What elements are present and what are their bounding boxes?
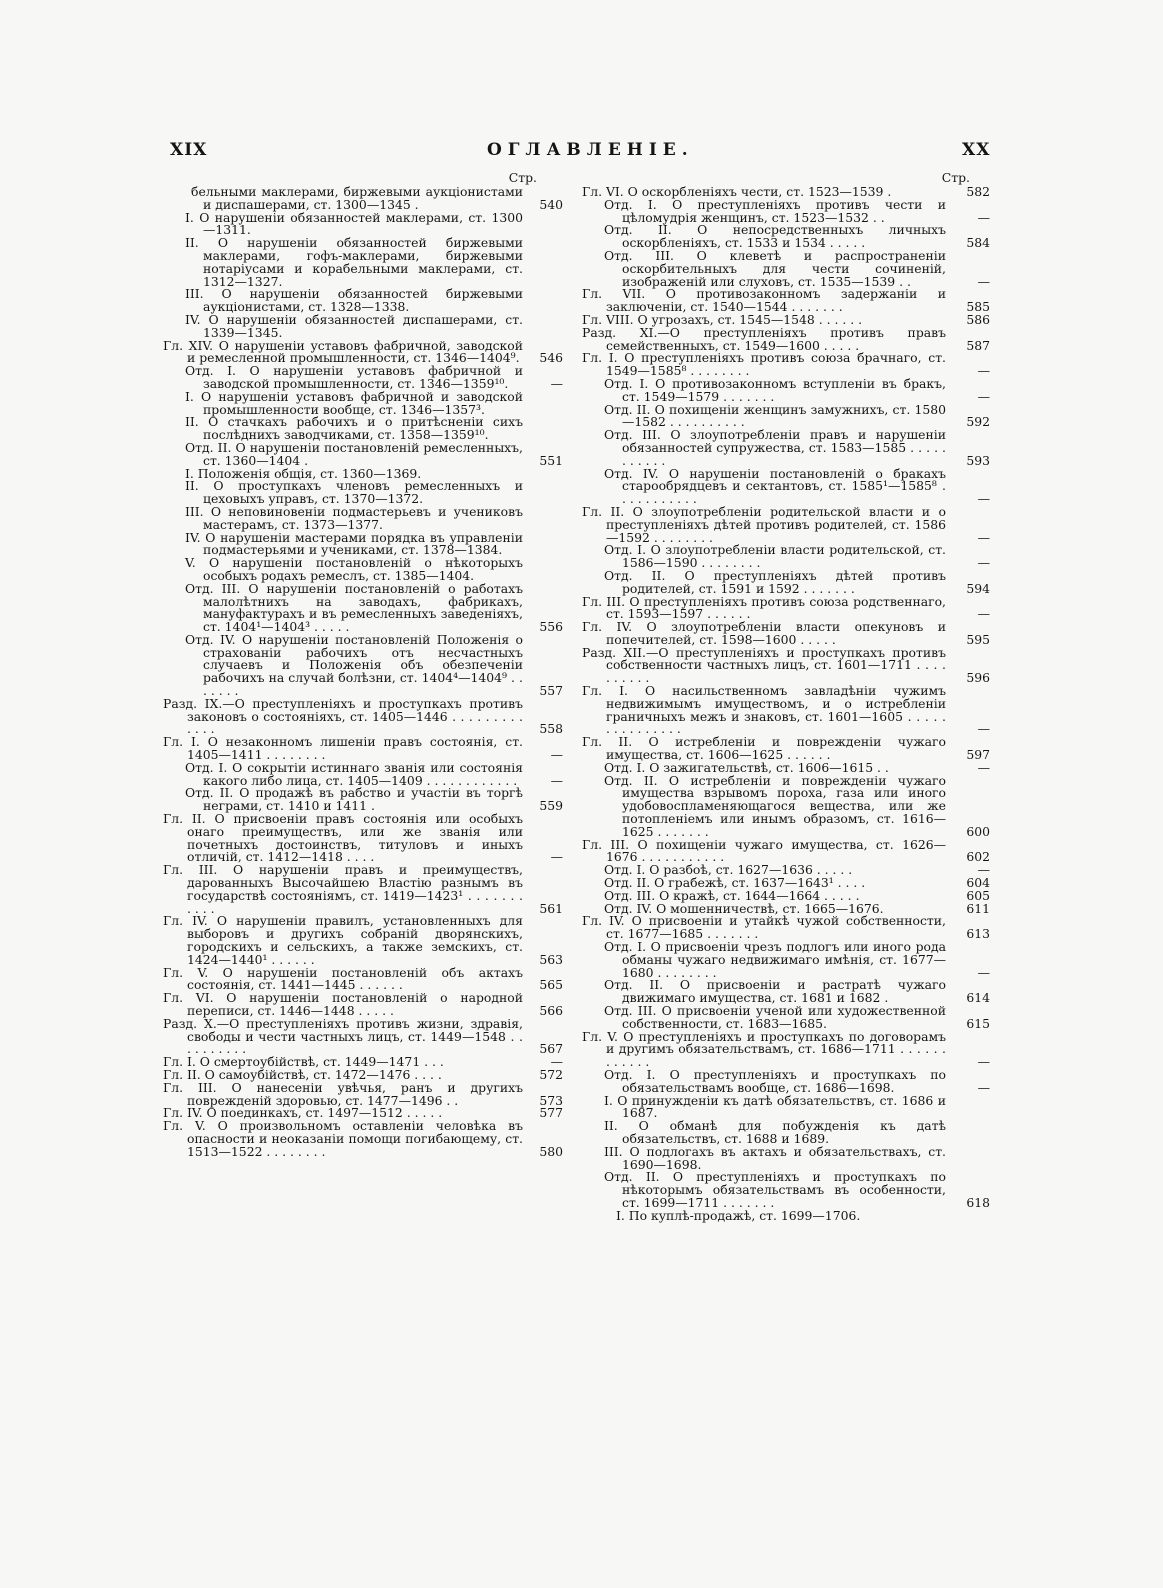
toc-entries-left bbox=[163, 186, 563, 1159]
toc-entry-page: — bbox=[550, 849, 563, 865]
toc-entry-page: 605 bbox=[966, 887, 990, 903]
toc-entry bbox=[163, 439, 563, 468]
toc-entry-page: 567 bbox=[539, 1041, 563, 1057]
toc-entry-page: 584 bbox=[966, 235, 990, 251]
toc-entry-text: Гл. II. О самоубійствѣ, ст. 1472—1476 . . . . bbox=[163, 1066, 442, 1082]
toc-entry-page: — bbox=[550, 747, 563, 763]
toc-entry-text: Разд. XI.—О преступленіяхъ противъ правъ семейственныхъ, ст. 1549—1600 . . . . . bbox=[582, 324, 946, 353]
toc-entry bbox=[163, 237, 563, 288]
toc-entry bbox=[582, 567, 990, 596]
toc-entry-text: Гл. I. О смертоубійствѣ, ст. 1449—1471 . . . bbox=[163, 1054, 444, 1070]
toc-entry-text: Разд. X.—О преступленіяхъ противъ жизни, здравія, свободы и чести частныхъ лицъ, ст. 1449—1548 . . . . . . . . . . bbox=[163, 1015, 523, 1057]
toc-entry bbox=[163, 695, 563, 737]
toc-entry-text: Гл. II. О злоупотребленіи родительской власти и о преступленіяхъ дѣтей противъ родителей, ст. 1586—1592 . . . . . . . . bbox=[582, 503, 946, 545]
toc-entry-page: 602 bbox=[966, 849, 990, 865]
toc-entry bbox=[582, 429, 990, 467]
toc-entry-text: Гл. V. О преступленіяхъ и проступкахъ по договорамъ и другимъ обязательствамъ, ст. 1686—1711 . . . . . . . . . . . . bbox=[582, 1028, 946, 1070]
toc-entry bbox=[582, 621, 990, 647]
toc-entry bbox=[582, 375, 990, 404]
toc-entry-text: Гл. IV. О нарушеніи правилъ, установленныхъ для выборовъ и другихъ собраній дворянскихъ, городскихъ и сельскихъ, а также земскихъ, ст. 1424—1440¹ . . . . . . bbox=[163, 913, 523, 967]
toc-entry-text: Отд. I. О преступленіяхъ противъ чести и цѣломудрія женщинъ, ст. 1523—1532 . . bbox=[604, 196, 946, 225]
page-title: ОГЛАВЛЕНІЕ. bbox=[487, 140, 694, 160]
toc-entry-text: Гл. V. О нарушеніи постановленій объ актахъ состоянія, ст. 1441—1445 . . . . . . bbox=[163, 964, 523, 993]
toc-entry bbox=[163, 992, 563, 1018]
toc-entry-text: Отд. IV. О нарушеніи постановленій Положенія о страхованіи рабочихъ отъ несчастныхъ случаевъ и Положенія объ обезпеченіи рабочихъ на случай болѣзни, ст. 1404⁴—1404⁹ . . . . . . . bbox=[185, 631, 523, 699]
toc-entry bbox=[163, 557, 563, 583]
toc-entry-page: 572 bbox=[539, 1066, 563, 1082]
toc-entry bbox=[582, 544, 990, 570]
toc-entry-text: Гл. VI. О оскорбленіяхъ чести, ст. 1523—1539 . bbox=[582, 184, 892, 199]
toc-entry-text: Гл. IV. О поединкахъ, ст. 1497—1512 . . . . . bbox=[163, 1105, 443, 1121]
toc-entry-text: Отд. III. О клеветѣ и распространеніи оскорбительныхъ для чести сочиненій, изображеній или слуховъ, ст. 1535—1539 . . bbox=[604, 247, 946, 289]
toc-entry-page: 577 bbox=[539, 1105, 563, 1121]
toc-entry-text: IV. О нарушеніи мастерами порядка въ управленіи подмастерьями и учениками, ст. 1378—1384. bbox=[185, 529, 523, 558]
toc-entry-page: — bbox=[977, 529, 990, 545]
toc-entry-text: Гл. I. О преступленіяхъ противъ союза брачнаго, ст. 1549—1585⁸ . . . . . . . . bbox=[582, 350, 946, 379]
toc-entry-text: Гл. II. О присвоеніи правъ состоянія или особыхъ онаго преимуществъ, или же званія или почетныхъ достоинствъ, титуловъ и иныхъ отличій, ст. 1412—1418 . . . . bbox=[163, 811, 523, 865]
toc-entry bbox=[582, 1066, 990, 1095]
toc-entry bbox=[163, 736, 563, 762]
toc-entry-text: Отд. I. О преступленіяхъ и проступкахъ по обязательствамъ вообще, ст. 1686—1698. bbox=[604, 1066, 946, 1095]
toc-entry bbox=[582, 1143, 990, 1172]
toc-entry-page: — bbox=[977, 491, 990, 507]
toc-entry-text: I. Положенія общія, ст. 1360—1369. bbox=[185, 465, 422, 481]
toc-entry-page: 566 bbox=[539, 1003, 563, 1018]
toc-entry-page: — bbox=[977, 363, 990, 379]
toc-entry-page: 615 bbox=[966, 1015, 990, 1031]
toc-entry-text: Гл. III. О преступленіяхъ противъ союза родственнаго, ст. 1593—1597 . . . . . . bbox=[582, 593, 946, 622]
toc-entry-page: — bbox=[550, 772, 563, 788]
toc-entry-text: Гл. VIII. О угрозахъ, ст. 1545—1548 . . . . . . bbox=[582, 311, 863, 327]
toc-entry-page: 582 bbox=[966, 184, 990, 199]
toc-entry-text: Отд. I. О зажигательствѣ, ст. 1606—1615 . . bbox=[604, 759, 889, 775]
toc-entry-text: Отд. IV. О нарушеніи постановленій о бракахъ старообрядцевъ и сектантовъ, ст. 1585¹—1585⁸ . . . . . . . . . . . bbox=[604, 465, 946, 507]
toc-entry-text: Отд. II. О грабежѣ, ст. 1637—1643¹ . . . . bbox=[604, 875, 866, 891]
toc-entry bbox=[582, 979, 990, 1005]
toc-entry-page: 600 bbox=[966, 823, 990, 839]
toc-entry-text: Гл. VII. О противозаконномъ задержаніи и заключеніи, ст. 1540—1544 . . . . . . . bbox=[582, 286, 946, 315]
toc-entry-page: 561 bbox=[539, 900, 563, 916]
toc-entry-page: 557 bbox=[539, 683, 563, 699]
toc-entry bbox=[582, 352, 990, 378]
toc-entry-page: — bbox=[977, 759, 990, 775]
toc-entry-page: 595 bbox=[966, 631, 990, 647]
toc-entry-text: Отд. II. О присвоеніи и растратѣ чужаго движимаго имущества, ст. 1681 и 1682 . bbox=[604, 977, 946, 1006]
toc-entry-page: — bbox=[550, 375, 563, 391]
toc-entry-page: 596 bbox=[966, 670, 990, 686]
toc-entry-page: — bbox=[977, 862, 990, 878]
left-column bbox=[163, 172, 563, 1159]
toc-entry-text: Разд. IX.—О преступленіяхъ и проступкахъ противъ законовъ о состояніяхъ, ст. 1405—1446 . . . . . . . . . . . . . bbox=[163, 695, 523, 737]
page-number-left: XIX bbox=[170, 140, 208, 160]
toc-entry-text: Гл. I. О незаконномъ лишеніи правъ состоянія, ст. 1405—1411 . . . . . . . . bbox=[163, 734, 523, 763]
toc-entry-page: 565 bbox=[539, 977, 563, 993]
toc-entry-text: Гл. V. О произвольномъ оставленіи человѣка въ опасности и неоказаніи помощи погибающему, ст. 1513—1522 . . . . . . . . bbox=[163, 1118, 523, 1159]
toc-entry bbox=[163, 388, 563, 417]
right-column bbox=[582, 172, 990, 1223]
toc-entry-text: Гл. III. О нарушеніи правъ и преимуществъ, дарованныхъ Высочайшею Властію разнымъ въ государствѣ состояніямъ, ст. 1419—1423¹ . . . . . . . . . . . bbox=[163, 862, 523, 916]
toc-entry-text: Отд. I. О сокрытіи истиннаго званія или состоянія какого либо лица, ст. 1405—1409 . . . . . . . . . . . . bbox=[185, 759, 523, 788]
toc-entry-page: 618 bbox=[966, 1194, 990, 1210]
toc-entry bbox=[582, 836, 990, 865]
toc-entry-page: 580 bbox=[539, 1143, 563, 1159]
toc-entry-text: Отд. IV. О мошенничествѣ, ст. 1665—1676. bbox=[604, 900, 884, 916]
toc-entry bbox=[582, 593, 990, 622]
toc-entry-text: Отд. I. О разбоѣ, ст. 1627—1636 . . . . . bbox=[604, 862, 853, 878]
toc-entry bbox=[582, 324, 990, 353]
toc-entry bbox=[582, 465, 990, 507]
toc-entry-text: Гл. III. О нанесеніи увѣчья, ранъ и другихъ поврежденій здоровью, ст. 1477—1496 . . bbox=[163, 1079, 523, 1108]
toc-entry-text: II. О проступкахъ членовъ ремесленныхъ и цеховыхъ управъ, ст. 1370—1372. bbox=[185, 478, 523, 507]
toc-entry-text: Отд. III. О нарушеніи постановленій о работахъ малолѣтнихъ на заводахъ, фабрикахъ, мануфактурахъ и въ ремесленныхъ заведеніяхъ, ст. 1404¹—1404³ . . . . . bbox=[185, 580, 523, 635]
toc-entry bbox=[582, 1028, 990, 1070]
toc-entry-page: — bbox=[977, 964, 990, 980]
toc-entry-page: 558 bbox=[539, 721, 563, 737]
toc-entry-text: Отд. II. О преступленіяхъ и проступкахъ по нѣкоторымъ обязательствамъ въ особенности, ст. 1699—1711 . . . . . . . bbox=[604, 1169, 946, 1210]
toc-entry-text: II. О стачкахъ рабочихъ и о притѣсненіи сихъ послѣднихъ заводчиками, ст. 1358—1359¹⁰. bbox=[185, 414, 523, 443]
toc-entry-page: — bbox=[977, 388, 990, 404]
toc-entry-text: III. О подлогахъ въ актахъ и обязательствахъ, ст. 1690—1698. bbox=[604, 1143, 946, 1172]
toc-entry bbox=[163, 787, 563, 813]
toc-entry bbox=[163, 416, 563, 442]
toc-entry-page: 546 bbox=[539, 350, 563, 366]
toc-entry-page: — bbox=[977, 606, 990, 622]
toc-entry-text: Гл. II. О истребленіи и поврежденіи чужаго имущества, ст. 1606—1625 . . . . . . bbox=[582, 734, 946, 763]
toc-entry bbox=[582, 1120, 990, 1146]
toc-entry-text: Отд. II. О похищеніи женщинъ замужнихъ, ст. 1580—1582 . . . . . . . . . . bbox=[604, 401, 946, 430]
toc-entry-text: Отд. I. О злоупотребленіи власти родительской, ст. 1586—1590 . . . . . . . . bbox=[604, 542, 946, 571]
toc-entry-page: 592 bbox=[966, 414, 990, 430]
toc-entry-text: Отд. II. О преступленіяхъ дѣтей противъ родителей, ст. 1591 и 1592 . . . . . . . bbox=[604, 567, 946, 596]
toc-entry bbox=[582, 772, 990, 839]
toc-entry bbox=[163, 209, 563, 238]
toc-entry-text: Отд. II. О непосредственныхъ личныхъ оскорбленіяхъ, ст. 1533 и 1534 . . . . . bbox=[604, 222, 946, 251]
toc-entry-page: 551 bbox=[539, 452, 563, 468]
toc-entry-text: Отд. III. О злоупотребленіи правъ и нарушеніи обязанностей супружества, ст. 1583—1585 . . . . . . . . . . . bbox=[604, 427, 946, 468]
toc-entry-text: Отд. II. О нарушеніи постановленій ремесленныхъ, ст. 1360—1404 . bbox=[185, 439, 523, 468]
toc-entry bbox=[163, 964, 563, 993]
toc-entry-text: III. О неповиновеніи подмастерьевъ и учениковъ мастерамъ, ст. 1373—1377. bbox=[185, 503, 523, 532]
toc-entry-page: 587 bbox=[966, 337, 990, 353]
toc-entry-text: Отд. I. О нарушеніи уставовъ фабричной и заводской промышленности, ст. 1346—1359¹⁰. bbox=[185, 363, 523, 391]
toc-entry bbox=[582, 644, 990, 686]
toc-entry-page: 556 bbox=[539, 619, 563, 635]
toc-entry bbox=[163, 480, 563, 506]
toc-entry-text: Гл. VI. О нарушеніи постановленій о народной переписи, ст. 1446—1448 . . . . . bbox=[163, 990, 523, 1018]
toc-entry bbox=[163, 311, 563, 340]
toc-entry bbox=[163, 503, 563, 532]
toc-entry bbox=[582, 736, 990, 762]
toc-entry bbox=[163, 337, 563, 366]
toc-entry bbox=[582, 941, 990, 979]
page-column-label: Стр. bbox=[508, 170, 537, 185]
toc-entry bbox=[582, 1092, 990, 1121]
toc-entry bbox=[163, 915, 563, 966]
toc-entry-page: 593 bbox=[966, 452, 990, 468]
toc-entry-page: — bbox=[977, 555, 990, 571]
toc-entry-page: — bbox=[977, 273, 990, 289]
toc-entry-text: Гл. IV. О присвоеніи и утайкѣ чужой собственности, ст. 1677—1685 . . . . . . . bbox=[582, 913, 946, 942]
toc-entry bbox=[163, 1120, 563, 1158]
toc-entry bbox=[163, 580, 563, 635]
toc-entry bbox=[582, 1207, 990, 1223]
toc-entry-page: 586 bbox=[966, 311, 990, 327]
toc-entry bbox=[163, 759, 563, 788]
toc-entry-text: I. О нарушеніи уставовъ фабричной и заводской промышленности вообще, ст. 1346—1357³. bbox=[185, 388, 523, 417]
toc-entry-page: — bbox=[550, 1054, 563, 1070]
toc-entry-page: 594 bbox=[966, 580, 990, 596]
toc-entry-text: Отд. II. О продажѣ въ рабство и участіи въ торгѣ неграми, ст. 1410 и 1411 . bbox=[185, 785, 523, 814]
toc-entry-page: 540 bbox=[539, 196, 563, 212]
toc-entry-text: IV. О нарушеніи обязанностей диспашерами, ст. 1339—1345. bbox=[185, 311, 523, 340]
toc-entry bbox=[163, 1015, 563, 1057]
toc-entry-text: II. О нарушеніи обязанностей биржевыми маклерами, гофъ-маклерами, биржевыми нотаріусами и корабельными маклерами, ст. 1312—1327. bbox=[185, 235, 523, 289]
toc-entry-page: — bbox=[977, 209, 990, 225]
toc-entry bbox=[163, 529, 563, 558]
toc-entry bbox=[582, 503, 990, 545]
toc-entry-text: Гл. III. О похищеніи чужаго имущества, ст. 1626—1676 . . . . . . . . . . . bbox=[582, 836, 946, 865]
toc-entry-text: I. О нарушеніи обязанностей маклерами, ст. 1300—1311. bbox=[185, 209, 523, 238]
page-column-label: Стр. bbox=[941, 170, 970, 185]
toc-entry bbox=[163, 365, 563, 391]
toc-entry bbox=[582, 401, 990, 430]
toc-entry bbox=[163, 186, 563, 212]
toc-entry bbox=[163, 1079, 563, 1108]
toc-entry-page: 559 bbox=[539, 798, 563, 814]
toc-entry-text: Отд. I. О присвоеніи чрезъ подлогъ или иного рода обманы чужаго недвижимаго имѣнія, ст. 1677—1680 . . . . . . . . bbox=[604, 939, 946, 980]
toc-entry bbox=[582, 247, 990, 289]
page-header bbox=[0, 140, 1163, 170]
toc-entry bbox=[163, 288, 563, 314]
toc-entry-text: V. О нарушеніи постановленій о нѣкоторыхъ особыхъ родахъ ремеслъ, ст. 1385—1404. bbox=[185, 555, 523, 583]
toc-entry-page: 563 bbox=[539, 951, 563, 967]
toc-entry-text: III. О нарушеніи обязанностей биржевыми аукціонистами, ст. 1328—1338. bbox=[185, 286, 523, 315]
toc-entry-page: 604 bbox=[966, 875, 990, 891]
toc-entry-text: Отд. III. О кражѣ, ст. 1644—1664 . . . . . bbox=[604, 887, 860, 903]
toc-entries-right bbox=[582, 186, 990, 1223]
toc-entry-page: 614 bbox=[966, 990, 990, 1006]
toc-entry bbox=[582, 685, 990, 736]
toc-entry bbox=[582, 288, 990, 314]
toc-entry-text: II. О обманѣ для побужденія къ датѣ обязательствъ, ст. 1688 и 1689. bbox=[604, 1118, 946, 1146]
toc-entry-text: Гл. I. О насильственномъ завладѣніи чужимъ недвижимымъ имуществомъ, и о истребленіи граничныхъ межъ и знаковъ, ст. 1601—1605 . . . . . . . . . . . . . . . bbox=[582, 683, 946, 737]
toc-entry-text: бельными маклерами, биржевыми аукціонистами и диспашерами, ст. 1300—1345 . bbox=[191, 184, 523, 212]
toc-entry-page: — bbox=[977, 1079, 990, 1095]
toc-entry bbox=[582, 196, 990, 225]
toc-entry-page: 585 bbox=[966, 299, 990, 315]
toc-entry-page: — bbox=[977, 1054, 990, 1070]
toc-entry-text: I. По куплѣ-продажѣ, ст. 1699—1706. bbox=[616, 1207, 861, 1223]
toc-entry bbox=[163, 631, 563, 699]
toc-entry-page: — bbox=[977, 721, 990, 737]
toc-entry-text: Гл. IV. О злоупотребленіи власти опекуновъ и попечителей, ст. 1598—1600 . . . . . bbox=[582, 619, 946, 647]
toc-entry bbox=[163, 813, 563, 864]
toc-entry-text: Разд. XII.—О преступленіяхъ и проступкахъ противъ собственности частныхъ лицъ, ст. 1601—1711 . . . . . . . . . . bbox=[582, 644, 946, 686]
toc-entry-text: Отд. II. О истребленіи и поврежденіи чужаго имущества взрывомъ пороха, газа или иного удобовоспламеняющагося вещества, или же потопленіемъ или инымъ образомъ, ст. 1616—1625 . . . . . . . bbox=[604, 772, 946, 839]
toc-entry bbox=[582, 224, 990, 250]
toc-entry bbox=[582, 915, 990, 941]
toc-entry-page: 613 bbox=[966, 926, 990, 942]
toc-entry-page: 597 bbox=[966, 747, 990, 763]
toc-entry bbox=[163, 864, 563, 915]
page-number-right: XX bbox=[962, 140, 991, 160]
toc-entry bbox=[582, 1005, 990, 1031]
toc-entry-text: I. О принужденіи къ датѣ обязательствъ, ст. 1686 и 1687. bbox=[604, 1092, 946, 1121]
toc-entry-page: 611 bbox=[966, 900, 990, 916]
toc-entry-text: Отд. I. О противозаконномъ вступленіи въ бракъ, ст. 1549—1579 . . . . . . . bbox=[604, 375, 946, 404]
toc-entry bbox=[582, 1171, 990, 1209]
toc-entry-text: Отд. III. О присвоеніи ученой или художественной собственности, ст. 1683—1685. bbox=[604, 1003, 946, 1031]
toc-entry-page: 573 bbox=[539, 1092, 563, 1108]
toc-entry-text: Гл. XIV. О нарушеніи уставовъ фабричной, заводской и ремесленной промышленности, ст. 1346—1404⁹. bbox=[163, 337, 523, 366]
